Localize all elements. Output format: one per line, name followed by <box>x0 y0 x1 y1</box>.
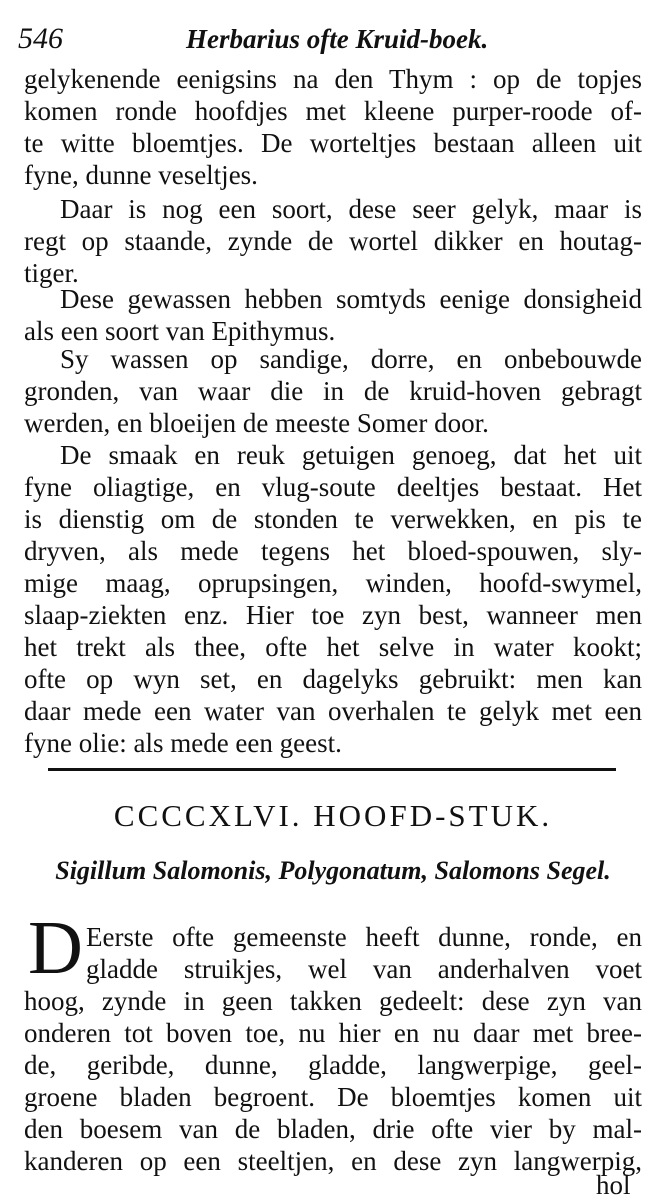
text-line: fyne olie: als mede een geest. <box>24 728 342 758</box>
drop-cap: D <box>28 906 83 990</box>
text-line: daar mede een water van overhalen te gelyk met een <box>24 696 642 726</box>
text-line: tiger. <box>24 258 79 288</box>
text-line: de, geribde, dunne, gladde, langwerpige, geel- <box>24 1050 642 1080</box>
text-line: Dese gewassen hebben somtyds eenige donsigheid <box>60 284 642 314</box>
text-line: te witte bloemtjes. De worteltjes bestaan alleen uit <box>24 128 642 158</box>
text-line: gronden, van waar die in de kruid-hoven gebragt <box>24 376 642 406</box>
text-line: komen ronde hoofdjes met kleene purper-roode of- <box>24 96 642 126</box>
text-line: gelykenende eenigsins na den Thym : op de topjes <box>24 64 642 94</box>
catchword: hol <box>596 1170 631 1200</box>
text-line: fyne oliagtige, en vlug-soute deeltjes bestaat. Het <box>24 472 642 502</box>
text-line: het trekt als thee, ofte het selve in water kookt; <box>24 632 642 662</box>
text-line: den boesem van de bladen, drie ofte vier by mal- <box>24 1114 642 1144</box>
text-line: hoog, zynde in geen takken gedeelt: dese zyn van <box>24 986 642 1016</box>
chapter-subtitle: Sigillum Salomonis, Polygonatum, Salomons Segel. <box>55 856 611 885</box>
text-line: onderen tot boven toe, nu hier en nu daar met bree- <box>24 1018 642 1048</box>
section-divider <box>48 768 616 771</box>
chapter-heading: CCCCXLVI. HOOFD-STUK. <box>113 798 553 833</box>
text-line: Sy wassen op sandige, dorre, en onbebouwde <box>60 344 642 374</box>
text-line: fyne, dunne veseltjes. <box>24 160 258 190</box>
text-line: is dienstig om de stonden te verwekken, en pis te <box>24 504 642 534</box>
text-line: gladde struikjes, wel van anderhalven voet <box>86 954 642 984</box>
text-line: werden, en bloeijen de meeste Somer door. <box>24 408 489 438</box>
text-line: Eerste ofte gemeenste heeft dunne, ronde, en <box>86 922 642 952</box>
text-line: Daar is nog een soort, dese seer gelyk, maar is <box>60 194 642 224</box>
text-line: slaap-ziekten enz. Hier toe zyn best, wanneer men <box>24 600 642 630</box>
page-number: 546 <box>18 22 63 55</box>
running-title: Herbarius ofte Kruid-boek. <box>186 24 489 54</box>
text-line: kanderen op een steeltjen, en dese zyn langwerpig, <box>24 1146 642 1176</box>
text-line: regt op staande, zynde de wortel dikker en houtag- <box>24 226 642 256</box>
text-line: De smaak en reuk getuigen genoeg, dat het uit <box>60 440 642 470</box>
text-line: als een soort van Epithymus. <box>24 316 336 346</box>
text-line: groene bladen begroent. De bloemtjes komen uit <box>24 1082 642 1112</box>
text-line: ofte op wyn set, en dagelyks gebruikt: men kan <box>24 664 642 694</box>
text-line: dryven, als mede tegens het bloed-spouwen, sly- <box>24 536 642 566</box>
text-line: mige maag, oprupsingen, winden, hoofd-swymel, <box>24 568 642 598</box>
